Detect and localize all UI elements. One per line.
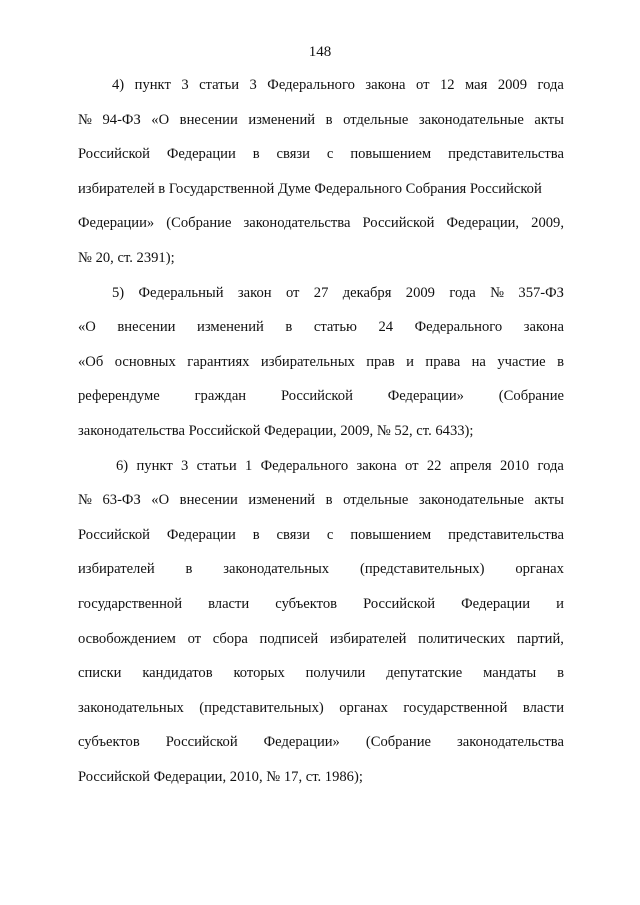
page-number: 148 xyxy=(308,44,332,60)
word: депутатские xyxy=(386,665,463,682)
word: в xyxy=(557,665,564,682)
word: года xyxy=(537,457,564,474)
text-line xyxy=(78,103,564,138)
word: статьи xyxy=(199,77,240,93)
text-line xyxy=(78,518,564,553)
word: 2009, xyxy=(531,215,564,232)
word: Федерации» xyxy=(387,388,464,405)
word: подписей xyxy=(259,630,319,647)
text-line xyxy=(78,691,564,726)
word: (представительных) xyxy=(199,699,324,716)
word: кандидатов xyxy=(142,665,213,682)
word: в xyxy=(252,526,260,543)
word: Федерации xyxy=(166,526,236,543)
word: освобождением xyxy=(78,630,176,647)
word: законодательства xyxy=(243,215,351,232)
text-line xyxy=(78,345,564,380)
word: 2009 xyxy=(405,284,435,301)
word: прав xyxy=(366,353,395,370)
paragraph-item-4 xyxy=(78,68,564,276)
word: с xyxy=(326,146,334,163)
word: законодательства Российской Федерации, 2009, № 52, ст. 6433); xyxy=(78,422,474,439)
word: участие xyxy=(497,353,546,370)
word: субъектов xyxy=(275,595,338,612)
word: Федерации» xyxy=(78,215,155,232)
word: (Собрание xyxy=(498,388,564,405)
word: референдуме xyxy=(78,388,160,405)
word: декабря xyxy=(342,284,392,301)
word: права xyxy=(425,353,461,370)
word: 3 xyxy=(181,457,189,474)
word: 12 xyxy=(439,77,455,93)
word: законодательные xyxy=(418,111,524,128)
word: политических xyxy=(418,630,506,647)
word: и xyxy=(406,353,414,370)
word: акты xyxy=(534,111,564,128)
word: пункт xyxy=(136,457,173,474)
word: и xyxy=(556,595,564,612)
word: 3 xyxy=(249,77,257,93)
word: Российской xyxy=(363,595,436,612)
word: в xyxy=(252,146,260,163)
word: 5) xyxy=(112,284,125,301)
text-line xyxy=(78,449,564,484)
word: избирателей в Государственной Думе Федерального Собрания Российской xyxy=(78,180,542,197)
word: 4) xyxy=(112,77,125,93)
word: мая xyxy=(465,77,488,93)
word: государственной xyxy=(403,699,508,716)
word: в xyxy=(285,319,293,336)
word: закон xyxy=(237,284,272,301)
word: Российской xyxy=(78,146,150,163)
word: (представительных) xyxy=(359,561,485,578)
word: Федерального xyxy=(414,319,503,336)
word: 63-ФЗ xyxy=(102,492,141,509)
word: (Собрание xyxy=(166,215,232,232)
text-line xyxy=(78,310,564,345)
word: Федерации» xyxy=(263,734,340,751)
text-line xyxy=(78,276,564,311)
word: законодательных xyxy=(78,699,184,716)
word: законодательных xyxy=(223,561,330,578)
text-line xyxy=(78,172,564,207)
word: избирателей xyxy=(329,630,407,647)
text-line xyxy=(78,587,564,622)
word: 357-ФЗ xyxy=(518,284,564,301)
word: получили xyxy=(305,665,366,682)
word: статьи xyxy=(196,457,237,474)
word: закона xyxy=(523,319,564,336)
word: 24 xyxy=(378,319,394,336)
word: изменений xyxy=(197,319,264,336)
word: 1 xyxy=(244,457,253,474)
word: 2010 xyxy=(499,457,530,474)
text-line xyxy=(78,552,564,587)
text-line xyxy=(78,760,564,795)
word: «О xyxy=(151,492,170,509)
word: № xyxy=(490,284,505,301)
word: Федерации xyxy=(166,146,236,163)
word: от xyxy=(285,284,300,301)
word: в xyxy=(185,561,193,578)
word: «Об xyxy=(78,353,104,370)
word: органах xyxy=(515,561,564,578)
word: повышением xyxy=(350,146,432,163)
word: от xyxy=(416,77,430,93)
word: изменений xyxy=(248,111,316,128)
word: субъектов xyxy=(78,734,140,751)
text-line xyxy=(78,137,564,172)
document-body xyxy=(78,68,564,794)
word: в xyxy=(557,353,564,370)
word: 94-ФЗ xyxy=(102,111,141,128)
word: Федеральный xyxy=(138,284,224,301)
word: внесении xyxy=(179,492,238,509)
word: отдельные xyxy=(343,111,409,128)
word: изменений xyxy=(248,492,316,509)
word: гарантиях xyxy=(187,353,250,370)
word: отдельные xyxy=(343,492,409,509)
word: представительства xyxy=(448,526,564,543)
word: власти xyxy=(522,699,564,716)
word: избирателей xyxy=(78,561,155,578)
word: (Собрание xyxy=(365,734,432,751)
text-line xyxy=(78,414,564,449)
word: Федерального xyxy=(267,77,355,93)
text-line xyxy=(78,379,564,414)
word: Федерации xyxy=(461,595,531,612)
text-line xyxy=(78,622,564,657)
paragraph-item-6 xyxy=(78,449,564,795)
word: мандаты xyxy=(483,665,537,682)
word: избирательных xyxy=(260,353,355,370)
word: Федерации, xyxy=(446,215,520,232)
text-line xyxy=(78,68,564,103)
word: Российской xyxy=(165,734,238,751)
word: статью xyxy=(313,319,357,336)
word: № xyxy=(78,492,92,509)
word: органах xyxy=(339,699,388,716)
word: связи xyxy=(276,146,310,163)
word: 27 xyxy=(313,284,329,301)
word: основных xyxy=(114,353,176,370)
word: власти xyxy=(208,595,250,612)
word: сбора xyxy=(212,630,248,647)
word: 6) xyxy=(116,457,129,474)
text-line xyxy=(78,483,564,518)
word: в xyxy=(325,492,333,509)
word: от xyxy=(187,630,202,647)
word: акты xyxy=(534,492,564,509)
word: апреля xyxy=(449,457,492,474)
word: внесении xyxy=(117,319,176,336)
word: которых xyxy=(233,665,285,682)
word: повышением xyxy=(350,526,432,543)
word: Российской xyxy=(280,388,353,405)
word: государственной xyxy=(78,595,183,612)
word: законодательства xyxy=(457,734,564,751)
word: на xyxy=(471,353,486,370)
word: с xyxy=(326,526,334,543)
word: списки xyxy=(78,665,122,682)
word: 2009 xyxy=(497,77,528,93)
text-line xyxy=(78,241,564,276)
word: Российской xyxy=(362,215,435,232)
word: внесении xyxy=(179,111,238,128)
word: года xyxy=(449,284,476,301)
word: Федерального xyxy=(260,457,349,474)
word: партий, xyxy=(516,630,564,647)
word: от xyxy=(405,457,419,474)
word: «О xyxy=(151,111,170,128)
word: 22 xyxy=(426,457,442,474)
word: «О xyxy=(78,319,96,336)
word: № 20, ст. 2391); xyxy=(78,249,175,266)
text-line xyxy=(78,656,564,691)
word: пункт xyxy=(134,77,171,93)
word: представительства xyxy=(448,146,564,163)
word: граждан xyxy=(194,388,247,405)
word: связи xyxy=(276,526,310,543)
word: Российской xyxy=(78,526,150,543)
paragraph-item-5 xyxy=(78,276,564,449)
word: закона xyxy=(365,77,406,93)
text-line xyxy=(78,206,564,241)
word: № xyxy=(78,111,92,128)
text-line xyxy=(78,725,564,760)
word: закона xyxy=(356,457,397,474)
word: 3 xyxy=(181,77,189,93)
word: в xyxy=(325,111,333,128)
word: Российской Федерации, 2010, № 17, ст. 1986); xyxy=(78,768,363,785)
word: года xyxy=(537,77,564,93)
word: законодательные xyxy=(418,492,524,509)
